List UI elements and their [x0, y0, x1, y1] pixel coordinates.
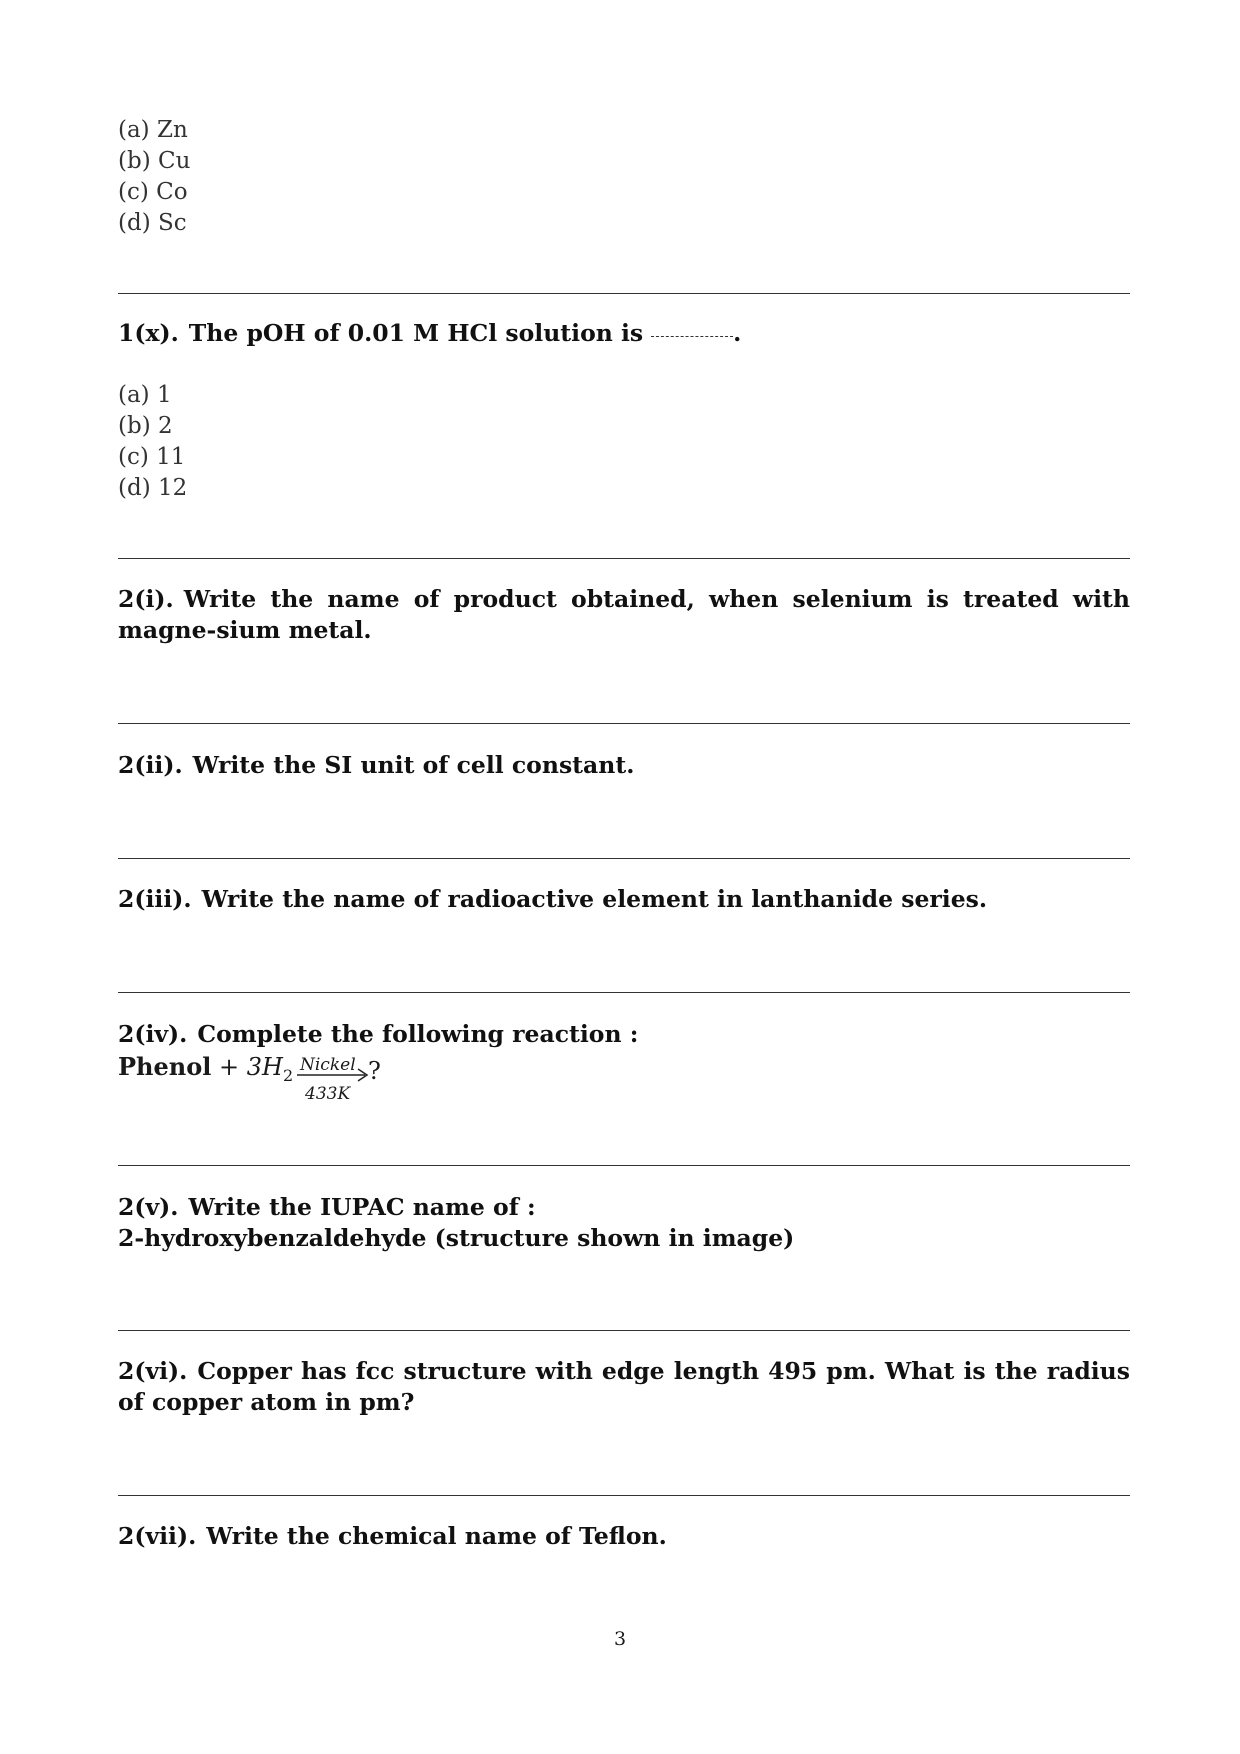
question-2vii — [118, 1521, 1130, 1552]
question-2ii — [118, 750, 1130, 781]
option-d: (d) Sc — [118, 210, 187, 236]
question-number: 2(iv). — [118, 1020, 188, 1048]
question-number: 2(v). — [118, 1193, 179, 1221]
reactant: Phenol — [118, 1052, 212, 1081]
option-b: (b) Cu — [118, 148, 191, 174]
question-text: Write the name of product obtained, when selenium is treated with magne-sium metal. — [118, 585, 1130, 644]
question-1x — [118, 318, 1130, 349]
question-2iii — [118, 884, 1130, 915]
option-d: (d) 12 — [118, 475, 188, 501]
question-1x-options — [118, 380, 187, 504]
prev-question-options — [118, 115, 190, 239]
question-number: 2(vi). — [118, 1357, 188, 1385]
question-text: Write the chemical name of Teflon. — [206, 1522, 667, 1550]
divider — [118, 858, 1130, 859]
divider — [118, 992, 1130, 993]
reagent-subscript: 2 — [282, 1065, 294, 1085]
page-number: 3 — [613, 1628, 627, 1650]
question-text-line2: 2-hydroxybenzaldehyde (structure shown in image) — [118, 1224, 795, 1252]
product-placeholder: ? — [368, 1057, 381, 1085]
question-end: . — [733, 319, 742, 347]
question-2iv — [118, 1019, 1130, 1050]
question-2v — [118, 1192, 1130, 1254]
question-text: Complete the following reaction : — [197, 1020, 639, 1048]
question-text: Write the name of radioactive element in lanthanide series. — [201, 885, 988, 913]
question-2vi — [118, 1356, 1130, 1418]
plus-sign: + — [218, 1053, 240, 1081]
divider — [118, 558, 1130, 559]
option-a: (a) 1 — [118, 382, 172, 408]
question-number: 2(vii). — [118, 1522, 197, 1550]
option-c: (c) Co — [118, 179, 188, 205]
answer-blank — [651, 336, 733, 337]
reaction-equation — [118, 1052, 293, 1085]
question-number: 1(x). — [118, 319, 179, 347]
divider — [118, 723, 1130, 724]
question-number: 2(iii). — [118, 885, 192, 913]
question-text: The pOH of 0.01 M HCl solution is — [188, 319, 644, 347]
question-text: Write the IUPAC name of : — [188, 1193, 536, 1221]
divider — [118, 1165, 1130, 1166]
option-a: (a) Zn — [118, 117, 188, 143]
question-number: 2(i). — [118, 585, 174, 613]
question-text: Copper has fcc structure with edge length 495 pm. What is the radius of copper atom in pm? — [118, 1357, 1130, 1416]
option-c: (c) 11 — [118, 444, 186, 470]
condition-label: 433K — [305, 1084, 351, 1104]
question-text: Write the SI unit of cell constant. — [192, 751, 635, 779]
divider — [118, 293, 1130, 294]
catalyst-label: Nickel — [300, 1055, 356, 1075]
divider — [118, 1330, 1130, 1331]
question-number: 2(ii). — [118, 751, 183, 779]
question-2i — [118, 584, 1130, 646]
option-b: (b) 2 — [118, 413, 173, 439]
divider — [118, 1495, 1130, 1496]
reagent: 3H — [246, 1053, 283, 1081]
